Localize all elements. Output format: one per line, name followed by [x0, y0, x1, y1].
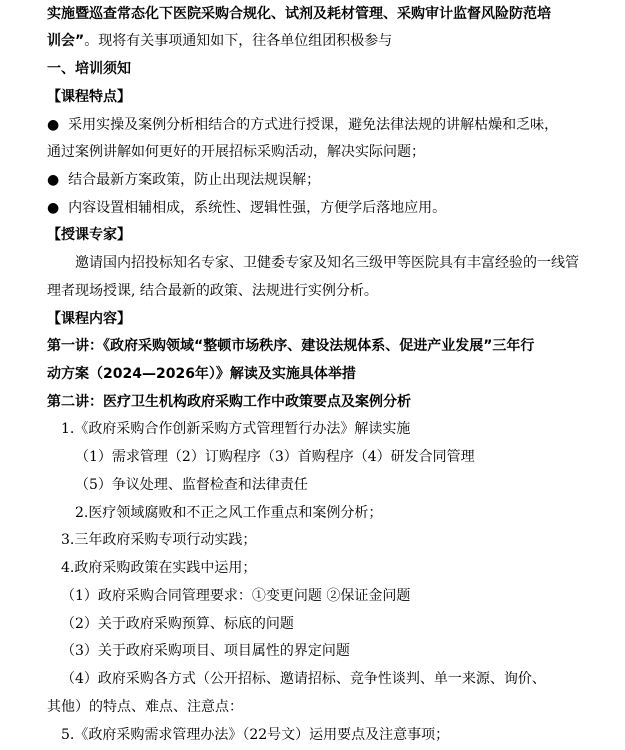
list-item-3: 3.三年政府采购专项行动实践； [61, 532, 257, 548]
list-item-1-sub-2: （5）争议处理、监督检查和法律责任 [75, 477, 308, 493]
bullet-icon: ● [47, 117, 60, 133]
intro-line-2-bold: 训会” [47, 33, 85, 49]
list-item-1-sub-1: （1）需求管理（2）订购程序（3）首购程序（4）研发合同管理 [75, 449, 475, 465]
feature-item-1 [47, 112, 625, 139]
intro-line-1: 实施暨巡查常态化下医院采购合规化、试剂及耗材管理、采购审计监督风险防范培 [47, 6, 551, 22]
list-item-2: 2.医疗领域腐败和不正之风工作重点和案例分析； [75, 505, 383, 521]
section-heading-training: 一、培训须知 [47, 61, 131, 77]
list-item-4-sub-2: （2）关于政府采购预算、标底的问题 [61, 616, 294, 632]
list-item-4: 4.政府采购政策在实践中运用； [61, 560, 257, 576]
feature-item-1-text: 采用实操及案例分析相结合的方式进行授课，避免法律法规的讲解枯燥和乏味， [68, 117, 559, 133]
heading-experts: 【授课专家】 [47, 227, 131, 243]
list-item-4-sub-4: （4）政府采购各方式（公开招标、邀请招标、竞争性谈判、单一来源、询价、 [61, 671, 546, 687]
bullet-icon: ● [47, 172, 60, 188]
intro-line-2 [47, 28, 625, 55]
feature-item-2 [47, 167, 625, 194]
experts-line-2: 理者现场授课, 结合最新的政策、法规进行实例分析。 [47, 283, 378, 299]
intro-line-2-rest: 。现将有关事项通知如下，往各单位组团积极参与 [84, 33, 393, 49]
lecture-1-line-1: 第一讲：《政府采购领域“整顿市场秩序、建设法规体系、促进产业发展”三年行 [47, 338, 535, 354]
feature-item-3-text: 内容设置相辅相成，系统性、逻辑性强，方便学后落地应用。 [68, 200, 447, 216]
list-item-5: 5.《政府采购需求管理办法》（22号文）运用要点及注意事项； [61, 727, 450, 743]
feature-item-2-text: 结合最新方案政策，防止出现法规误解； [68, 172, 321, 188]
heading-course-content: 【课程内容】 [47, 311, 131, 327]
bullet-icon: ● [47, 200, 60, 216]
feature-item-1-cont: 通过案例讲解如何更好的开展招标采购活动，解决实际问题； [47, 144, 425, 160]
list-item-4-sub-1: （1）政府采购合同管理要求：①变更问题 ②保证金问题 [61, 588, 411, 604]
list-item-1: 1.《政府采购合作创新采购方式管理暂行办法》解读实施 [61, 421, 411, 437]
list-item-4-sub-4-cont: 其他）的特点、难点、注意点： [47, 699, 243, 715]
lecture-1-line-2: 动方案（2024—2026年）》解读及实施具体举措 [47, 366, 356, 382]
heading-course-features: 【课程特点】 [47, 89, 131, 105]
feature-item-3 [47, 195, 625, 222]
experts-line-1: 邀请国内招投标知名专家、卫健委专家及知名三级甲等医院具有丰富经验的一线管 [75, 255, 579, 271]
lecture-2-heading: 第二讲：医疗卫生机构政府采购工作中政策要点及案例分析 [47, 394, 411, 410]
list-item-4-sub-3: （3）关于政府采购项目、项目属性的界定问题 [61, 643, 350, 659]
